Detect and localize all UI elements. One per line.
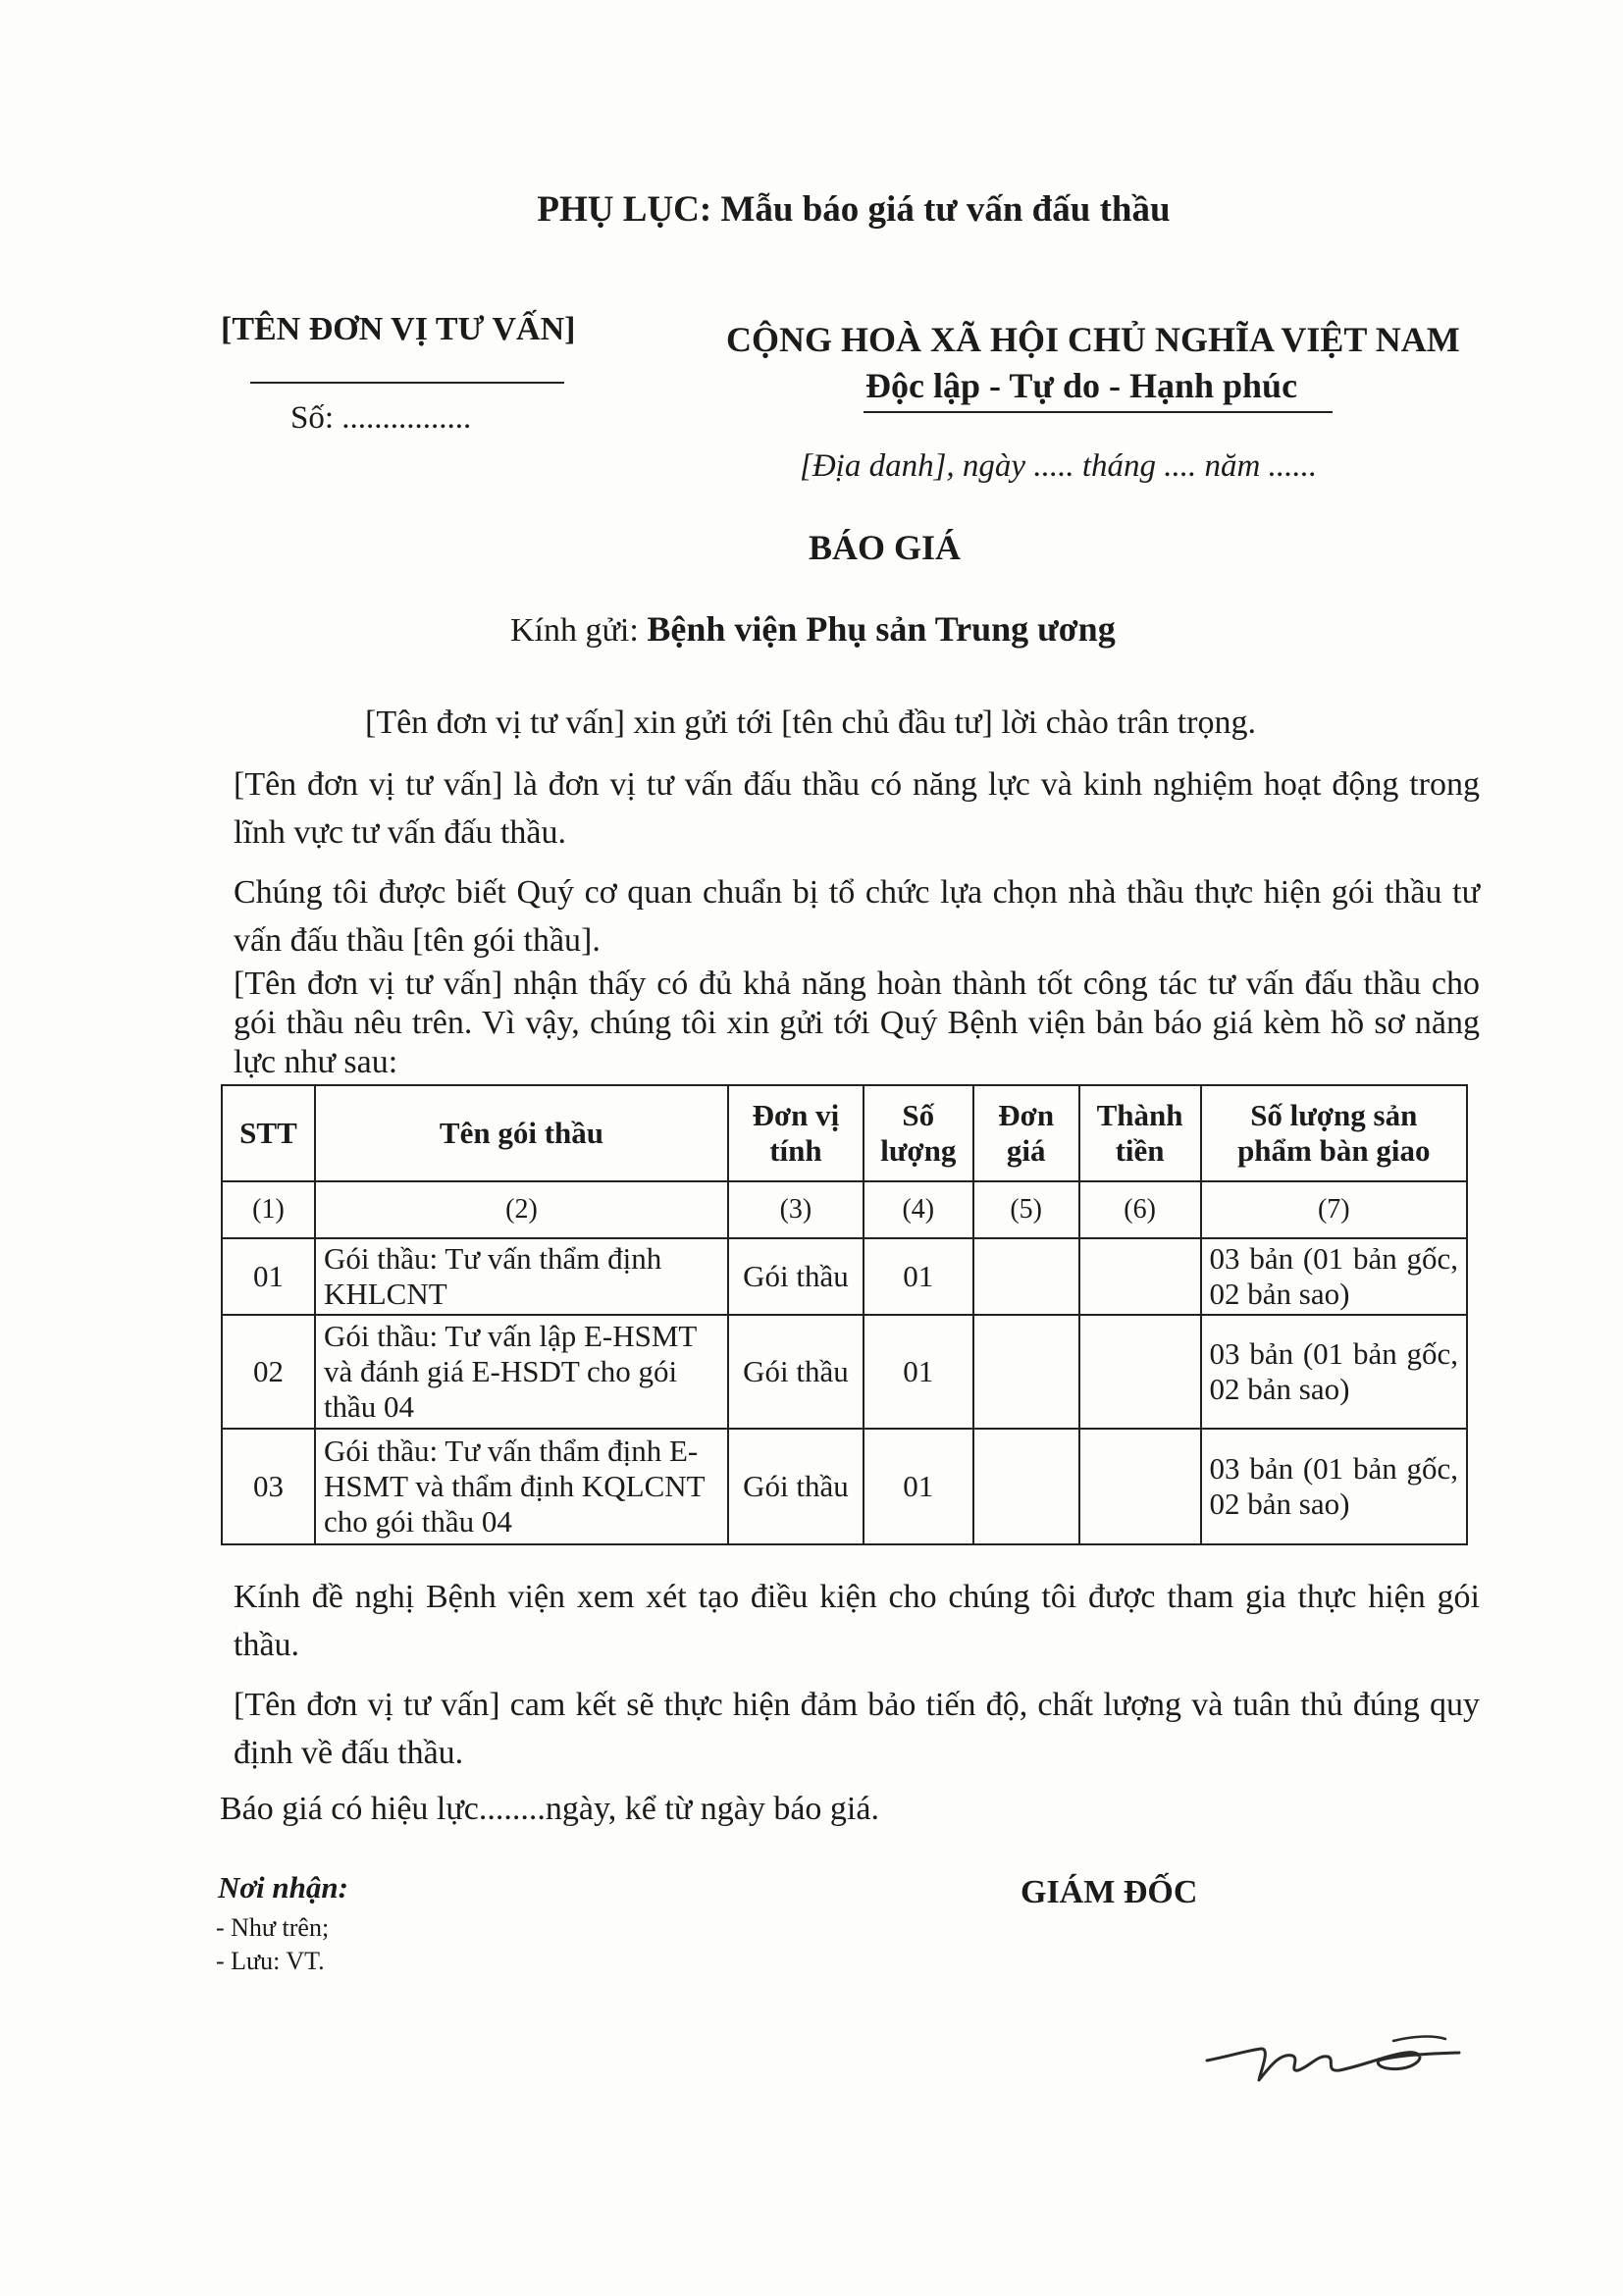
paragraph-capability: [Tên đơn vị tư vấn] là đơn vị tư vấn đấu thầu có năng lực và kinh nghiệm hoạt động trong lĩnh vực tư vấn đấu thầu. (234, 766, 1480, 851)
row-quantity: 01 (864, 1429, 973, 1544)
row-deliverables: 03 bản (01 bản gốc, 02 bản sao) (1201, 1315, 1467, 1429)
recipient-line (510, 608, 1116, 650)
table-row (222, 1315, 1467, 1429)
paragraph-awareness: Chúng tôi được biết Quý cơ quan chuẩn bị tổ chức lựa chọn nhà thầu thực hiện gói thầu tư vấn đấu thầu [tên gói thầu]. (234, 874, 1480, 959)
document-number: Số: ................ (290, 400, 472, 436)
place-date: [Địa danh], ngày ..... tháng .... năm ...... (800, 448, 1318, 484)
header-stt: STT (222, 1085, 315, 1181)
national-title: CỘNG HOÀ XÃ HỘI CHỦ NGHĨA VIỆT NAM (726, 320, 1460, 359)
column-number: (6) (1079, 1181, 1201, 1238)
table-header-row (222, 1085, 1467, 1181)
row-deliverables: 03 bản (01 bản gốc, 02 bản sao) (1201, 1429, 1467, 1544)
row-unit-price (973, 1315, 1079, 1429)
row-amount (1079, 1238, 1201, 1315)
row-amount (1079, 1315, 1201, 1429)
paragraph-validity: Báo giá có hiệu lực........ngày, kể từ ngày báo giá. (220, 1791, 879, 1827)
column-number: (4) (864, 1181, 973, 1238)
header-unit-price: Đơn giá (973, 1085, 1079, 1181)
row-stt: 02 (222, 1315, 315, 1429)
table-column-number-row (222, 1181, 1467, 1238)
motto-underline (864, 411, 1333, 413)
row-package-name: Gói thầu: Tư vấn thẩm định KHLCNT (315, 1238, 728, 1315)
table-row (222, 1238, 1467, 1315)
row-unit-price (973, 1238, 1079, 1315)
header-deliverables: Số lượng sản phẩm bàn giao (1201, 1085, 1467, 1181)
recipient-prefix: Kính gửi: (510, 612, 648, 649)
recipient-item: - Lưu: VT. (216, 1947, 325, 1975)
column-number: (5) (973, 1181, 1079, 1238)
recipient-name: Bệnh viện Phụ sản Trung ương (647, 609, 1116, 649)
row-deliverables: 03 bản (01 bản gốc, 02 bản sao) (1201, 1238, 1467, 1315)
greeting-line: [Tên đơn vị tư vấn] xin gửi tới [tên chủ đầu tư] lời chào trân trọng. (365, 704, 1257, 741)
header-unit: Đơn vị tính (728, 1085, 864, 1181)
organization-underline (250, 382, 564, 384)
header-package-name: Tên gói thầu (315, 1085, 728, 1181)
row-amount (1079, 1429, 1201, 1544)
national-motto: Độc lập - Tự do - Hạnh phúc (865, 366, 1298, 405)
paragraph-request: Kính đề nghị Bệnh viện xem xét tạo điều kiện cho chúng tôi được tham gia thực hiện gói thầu. (234, 1579, 1480, 1663)
signature-icon (1202, 2011, 1467, 2090)
signer-title: GIÁM ĐỐC (1021, 1874, 1198, 1910)
document-heading: BÁO GIÁ (809, 528, 962, 567)
row-package-name: Gói thầu: Tư vấn lập E-HSMT và đánh giá E-HSDT cho gói thầu 04 (315, 1315, 728, 1429)
organization-name: [TÊN ĐƠN VỊ TƯ VẤN] (221, 311, 576, 347)
recipients-label: Nơi nhận: (218, 1870, 348, 1905)
row-unit: Gói thầu (728, 1429, 864, 1544)
column-number: (2) (315, 1181, 728, 1238)
paragraph-offer: [Tên đơn vị tư vấn] nhận thấy có đủ khả năng hoàn thành tốt công tác tư vấn đấu thầu cho gói thầu nêu trên. Vì vậy, chúng tôi xin gửi tới Quý Bệnh viện bản báo giá kèm hồ sơ năng lực như sau: (234, 965, 1480, 1080)
column-number: (1) (222, 1181, 315, 1238)
row-package-name: Gói thầu: Tư vấn thẩm định E-HSMT và thẩm định KQLCNT cho gói thầu 04 (315, 1429, 728, 1544)
page-title: PHỤ LỤC: Mẫu báo giá tư vấn đấu thầu (537, 189, 1171, 230)
row-unit-price (973, 1429, 1079, 1544)
paragraph-commitment: [Tên đơn vị tư vấn] cam kết sẽ thực hiện đảm bảo tiến độ, chất lượng và tuân thủ đúng quy định về đấu thầu. (234, 1687, 1480, 1771)
row-stt: 01 (222, 1238, 315, 1315)
row-stt: 03 (222, 1429, 315, 1544)
table-row (222, 1429, 1467, 1544)
row-quantity: 01 (864, 1238, 973, 1315)
recipient-item: - Như trên; (216, 1913, 330, 1942)
header-amount: Thành tiền (1079, 1085, 1201, 1181)
row-unit: Gói thầu (728, 1315, 864, 1429)
column-number: (3) (728, 1181, 864, 1238)
row-unit: Gói thầu (728, 1238, 864, 1315)
quote-table (221, 1084, 1468, 1545)
row-quantity: 01 (864, 1315, 973, 1429)
column-number: (7) (1201, 1181, 1467, 1238)
header-quantity: Số lượng (864, 1085, 973, 1181)
